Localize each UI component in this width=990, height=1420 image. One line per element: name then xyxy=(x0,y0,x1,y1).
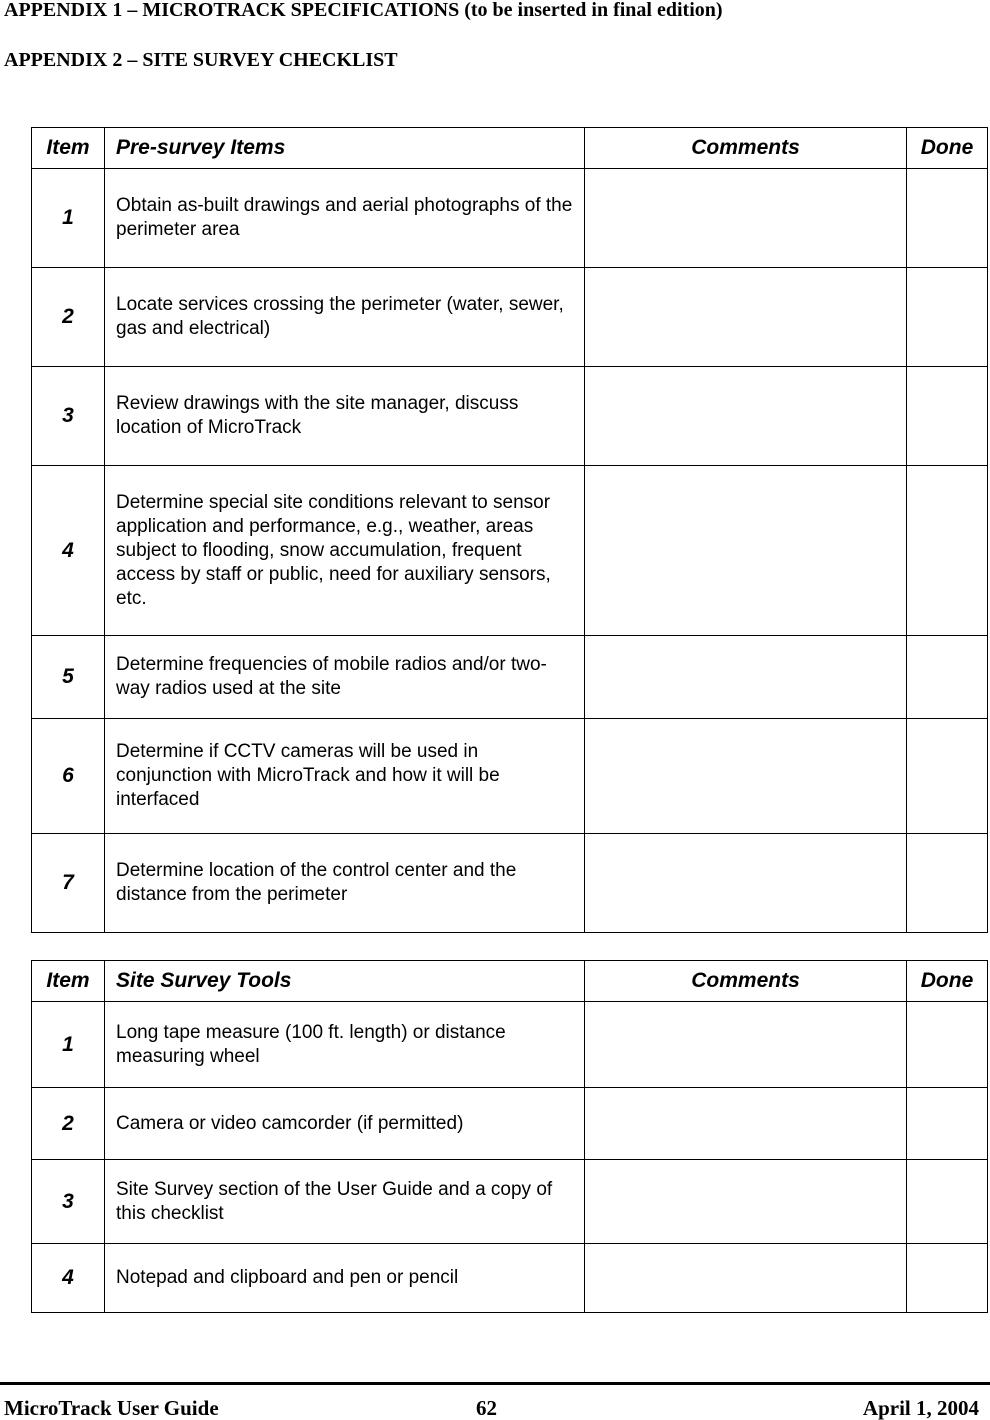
table-row xyxy=(32,1244,988,1313)
column-header-item: Item xyxy=(32,128,105,169)
appendix-2-heading: APPENDIX 2 – SITE SURVEY CHECKLIST xyxy=(4,49,398,71)
done-cell xyxy=(907,268,988,367)
done-cell xyxy=(907,466,988,636)
table-row xyxy=(32,1160,988,1244)
table-row xyxy=(32,268,988,367)
item-number: 2 xyxy=(32,268,105,367)
done-cell xyxy=(907,367,988,466)
item-number: 7 xyxy=(32,834,105,933)
table-row xyxy=(32,1088,988,1160)
item-description: Camera or video camcorder (if permitted) xyxy=(105,1088,585,1160)
comments-cell xyxy=(585,466,907,636)
item-description: Determine frequencies of mobile radios and/or two-way radios used at the site xyxy=(105,636,585,719)
comments-cell xyxy=(585,719,907,834)
presurvey-items-table xyxy=(31,127,988,933)
item-number: 1 xyxy=(32,1002,105,1088)
item-number: 4 xyxy=(32,466,105,636)
done-cell xyxy=(907,1160,988,1244)
table-row xyxy=(32,466,988,636)
table-row xyxy=(32,169,988,268)
done-cell xyxy=(907,636,988,719)
appendix-1-heading: APPENDIX 1 – MICROTRACK SPECIFICATIONS (to be inserted in final edition) xyxy=(4,0,723,21)
item-number: 3 xyxy=(32,367,105,466)
column-header-comments: Comments xyxy=(585,961,907,1002)
done-cell xyxy=(907,1088,988,1160)
item-description: Long tape measure (100 ft. length) or distance measuring wheel xyxy=(105,1002,585,1088)
done-cell xyxy=(907,169,988,268)
done-cell xyxy=(907,834,988,933)
comments-cell xyxy=(585,1002,907,1088)
item-number: 3 xyxy=(32,1160,105,1244)
footer-date: April 1, 2004 xyxy=(862,1396,979,1420)
item-number: 5 xyxy=(32,636,105,719)
item-description: Determine special site conditions relevant to sensor application and performance, e.g., weather, areas subject to flooding, snow accumulation, frequent access by staff or public, need for auxiliary sensors, etc. xyxy=(105,466,585,636)
table-row xyxy=(32,1002,988,1088)
table-header-row xyxy=(32,961,988,1002)
item-description: Locate services crossing the perimeter (water, sewer, gas and electrical) xyxy=(105,268,585,367)
comments-cell xyxy=(585,268,907,367)
done-cell xyxy=(907,1002,988,1088)
item-description: Site Survey section of the User Guide and a copy of this checklist xyxy=(105,1160,585,1244)
comments-cell xyxy=(585,1244,907,1313)
table-row xyxy=(32,834,988,933)
done-cell xyxy=(907,1244,988,1313)
comments-cell xyxy=(585,169,907,268)
item-number: 1 xyxy=(32,169,105,268)
table-row xyxy=(32,367,988,466)
done-cell xyxy=(907,719,988,834)
footer-divider xyxy=(0,1382,990,1385)
column-header-comments: Comments xyxy=(585,128,907,169)
comments-cell xyxy=(585,834,907,933)
comments-cell xyxy=(585,636,907,719)
table-header-row xyxy=(32,128,988,169)
table-row xyxy=(32,719,988,834)
item-description: Review drawings with the site manager, discuss location of MicroTrack xyxy=(105,367,585,466)
footer-page-number: 62 xyxy=(476,1396,497,1420)
column-header-item: Item xyxy=(32,961,105,1002)
item-number: 2 xyxy=(32,1088,105,1160)
item-number: 4 xyxy=(32,1244,105,1313)
column-header-done: Done xyxy=(907,128,988,169)
footer-document-title: MicroTrack User Guide xyxy=(4,1396,219,1420)
comments-cell xyxy=(585,1088,907,1160)
item-description: Obtain as-built drawings and aerial photographs of the perimeter area xyxy=(105,169,585,268)
item-description: Notepad and clipboard and pen or pencil xyxy=(105,1244,585,1313)
item-number: 6 xyxy=(32,719,105,834)
column-header-presurvey-items: Pre-survey Items xyxy=(105,128,585,169)
column-header-site-survey-tools: Site Survey Tools xyxy=(105,961,585,1002)
comments-cell xyxy=(585,1160,907,1244)
comments-cell xyxy=(585,367,907,466)
table-row xyxy=(32,636,988,719)
site-survey-tools-table xyxy=(31,960,988,1313)
item-description: Determine if CCTV cameras will be used in conjunction with MicroTrack and how it will be interfaced xyxy=(105,719,585,834)
column-header-done: Done xyxy=(907,961,988,1002)
item-description: Determine location of the control center and the distance from the perimeter xyxy=(105,834,585,933)
